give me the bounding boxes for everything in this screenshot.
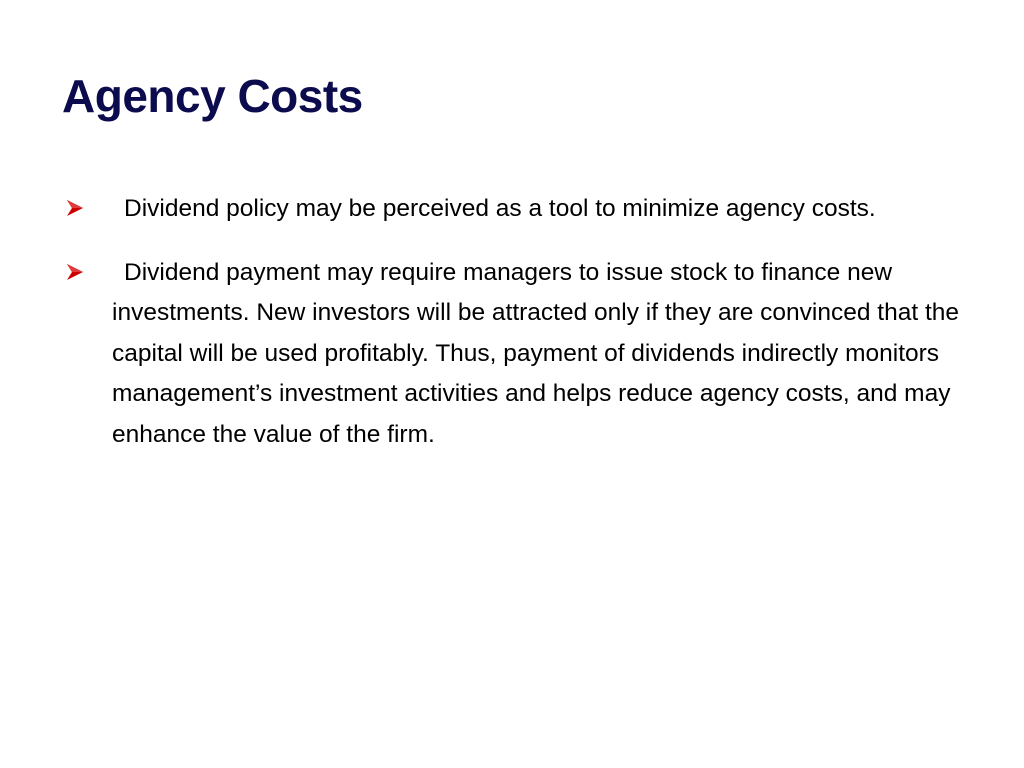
bullet-list [62,189,972,478]
arrowhead-bullet-icon [66,199,84,217]
bullet-text: Dividend policy may be perceived as a tool to minimize agency costs. [124,195,876,222]
bullet-text: Dividend payment may require managers to issue stock to finance new investments. New investors will be attracted only if they are convinced that the capital will be used profitably. Thus, payment of dividends indirectly monitors management’s investment activities and helps reduce agency costs, and may enhance the value of the firm. [112,258,960,448]
slide-title: Agency Costs [62,70,363,122]
bullet-item [62,189,972,230]
bullet-item [62,253,972,456]
arrowhead-bullet-icon [66,263,84,281]
